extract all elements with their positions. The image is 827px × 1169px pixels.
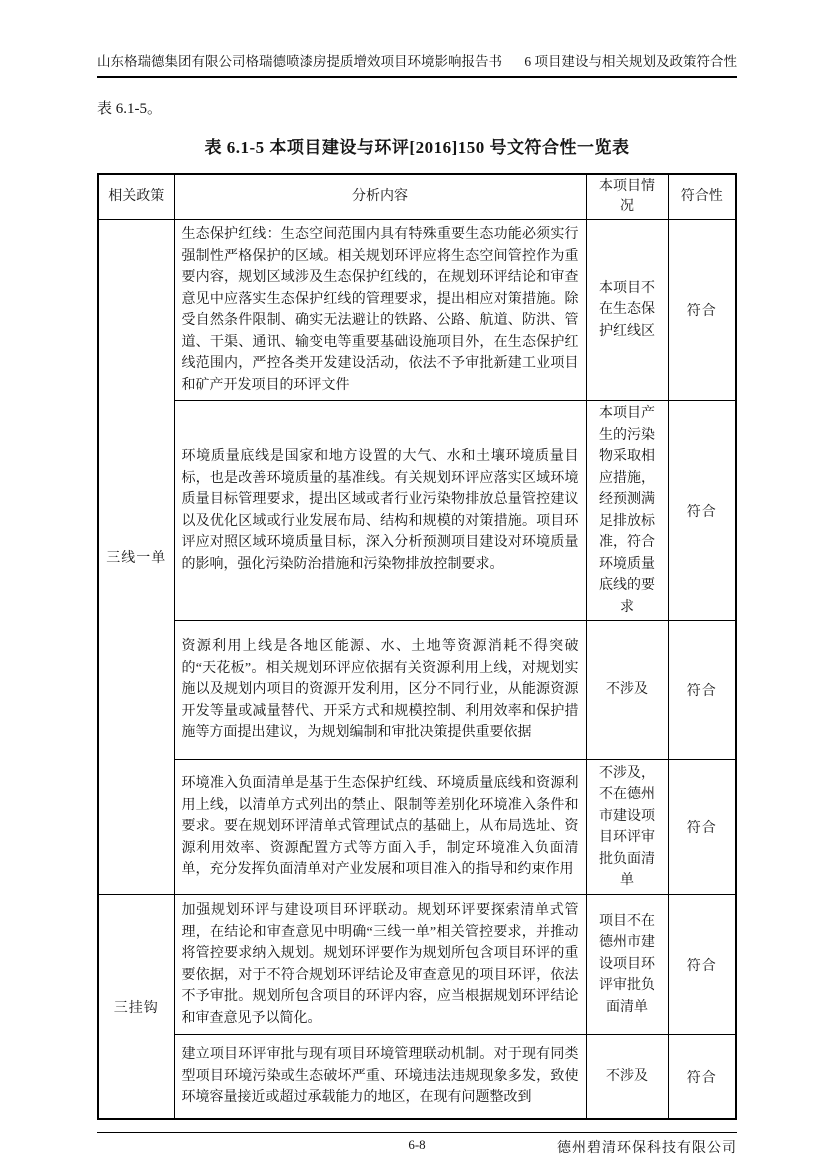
table-title: 表 6.1-5 本项目建设与环评[2016]150 号文符合性一览表 (204, 138, 630, 157)
table-row (98, 895, 736, 1035)
table-row (98, 1035, 736, 1120)
footer-company-name: 德州碧清环保科技有限公司 (557, 1141, 737, 1156)
header-report-title: 山东格瑞德集团有限公司格瑞德喷漆房提质增效项目环境影响报告书 (97, 54, 502, 69)
situation-cell: 不涉及 (586, 1035, 668, 1120)
analysis-cell: 资源利用上线是各地区能源、水、土地等资源消耗不得突破的“天花板”。相关规划环评应依据有关资源利用上线，对规划实施以及规划内项目的资源开发利用，区分不同行业，从能源资源开发等量或减量替代、开采方式和规模控制、利用效率和保护措施等方面提出建议，为规划编制和审批决策提供重要依据 (174, 621, 586, 760)
header-cell-situation: 本项目情况 (586, 174, 668, 220)
header-cell-policy: 相关政策 (98, 174, 174, 220)
header-cell-compliance: 符合性 (668, 174, 736, 220)
page-number: 6-8 (408, 1137, 426, 1152)
compliance-cell: 符合 (668, 220, 736, 401)
analysis-cell: 生态保护红线：生态空间范围内具有特殊重要生态功能必须实行强制性严格保护的区域。相关规划环评应将生态空间管控作为重要内容，规划区域涉及生态保护红线的，在规划环评结论和审查意见中应落实生态保护红线的管理要求，提出相应对策措施。除受自然条件限制、确实无法避让的铁路、公路、航道、防洪、管道、干渠、通讯、输变电等重要基础设施项目外，在生态保护红线范围内，严控各类开发建设活动，依法不予审批新建工业项目和矿产开发项目的环评文件 (174, 220, 586, 401)
compliance-cell: 符合 (668, 760, 736, 895)
analysis-cell: 环境质量底线是国家和地方设置的大气、水和土壤环境质量目标，也是改善环境质量的基准线。有关规划环评应落实区域环境质量目标管理要求，提出区域或者行业污染物排放总量管控建议以及优化区域或行业发展布局、结构和规模的对策措施。项目环评应对照区域环境质量目标，深入分析预测项目建设对环境质量的影响，强化污染防治措施和污染物排放控制要求。 (174, 401, 586, 621)
compliance-cell: 符合 (668, 895, 736, 1035)
compliance-cell: 符合 (668, 401, 736, 621)
table-row (98, 760, 736, 895)
situation-cell: 不涉及，不在德州市建设项目环评审批负面清单 (586, 760, 668, 895)
analysis-cell: 加强规划环评与建设项目环评联动。规划环评要探索清单式管理，在结论和审查意见中明确“三线一单”相关管控要求，并推动将管控要求纳入规划。规划环评要作为规划所包含项目环评的重要依据，对于不符合规划环评结论及审查意见的项目环评，依法不予审批。规划所包含项目的环评内容，应当根据规划环评结论和审查意见予以简化。 (174, 895, 586, 1035)
analysis-cell: 环境准入负面清单是基于生态保护红线、环境质量底线和资源利用上线，以清单方式列出的禁止、限制等差别化环境准入条件和要求。要在规划环评清单式管理试点的基础上，从布局选址、资源利用效率、资源配置方式等方面入手，制定环境准入负面清单，充分发挥负面清单对产业发展和项目准入的指导和约束作用 (174, 760, 586, 895)
table-row (98, 621, 736, 760)
table-row (98, 220, 736, 401)
header-divider (97, 76, 737, 78)
header-chapter-title: 6 项目建设与相关规划及政策符合性 (524, 54, 737, 69)
page-footer (97, 1132, 737, 1157)
policy-group-cell: 三线一单 (98, 220, 174, 895)
page-content (97, 0, 737, 1157)
situation-cell: 本项目不在生态保护红线区 (586, 220, 668, 401)
policy-group-cell: 三挂钩 (98, 895, 174, 1120)
compliance-cell: 符合 (668, 621, 736, 760)
situation-cell: 本项目产生的污染物采取相应措施，经预测满足排放标准，符合环境质量底线的要求 (586, 401, 668, 621)
situation-cell: 项目不在德州市建设项目环评审批负面清单 (586, 895, 668, 1035)
compliance-cell: 符合 (668, 1035, 736, 1120)
footer-divider (97, 1132, 737, 1133)
page-header (97, 53, 737, 71)
intro-text: 表 6.1-5。 (97, 101, 162, 117)
analysis-cell: 建立项目环评审批与现有项目环境管理联动机制。对于现有同类型项目环境污染或生态破坏严重、环境违法违规现象多发，致使环境容量接近或超过承载能力的地区，在现有问题整改到 (174, 1035, 586, 1120)
table-row (98, 401, 736, 621)
header-cell-analysis: 分析内容 (174, 174, 586, 220)
situation-cell: 不涉及 (586, 621, 668, 760)
compliance-table (97, 173, 737, 1120)
table-header-row (98, 174, 736, 220)
